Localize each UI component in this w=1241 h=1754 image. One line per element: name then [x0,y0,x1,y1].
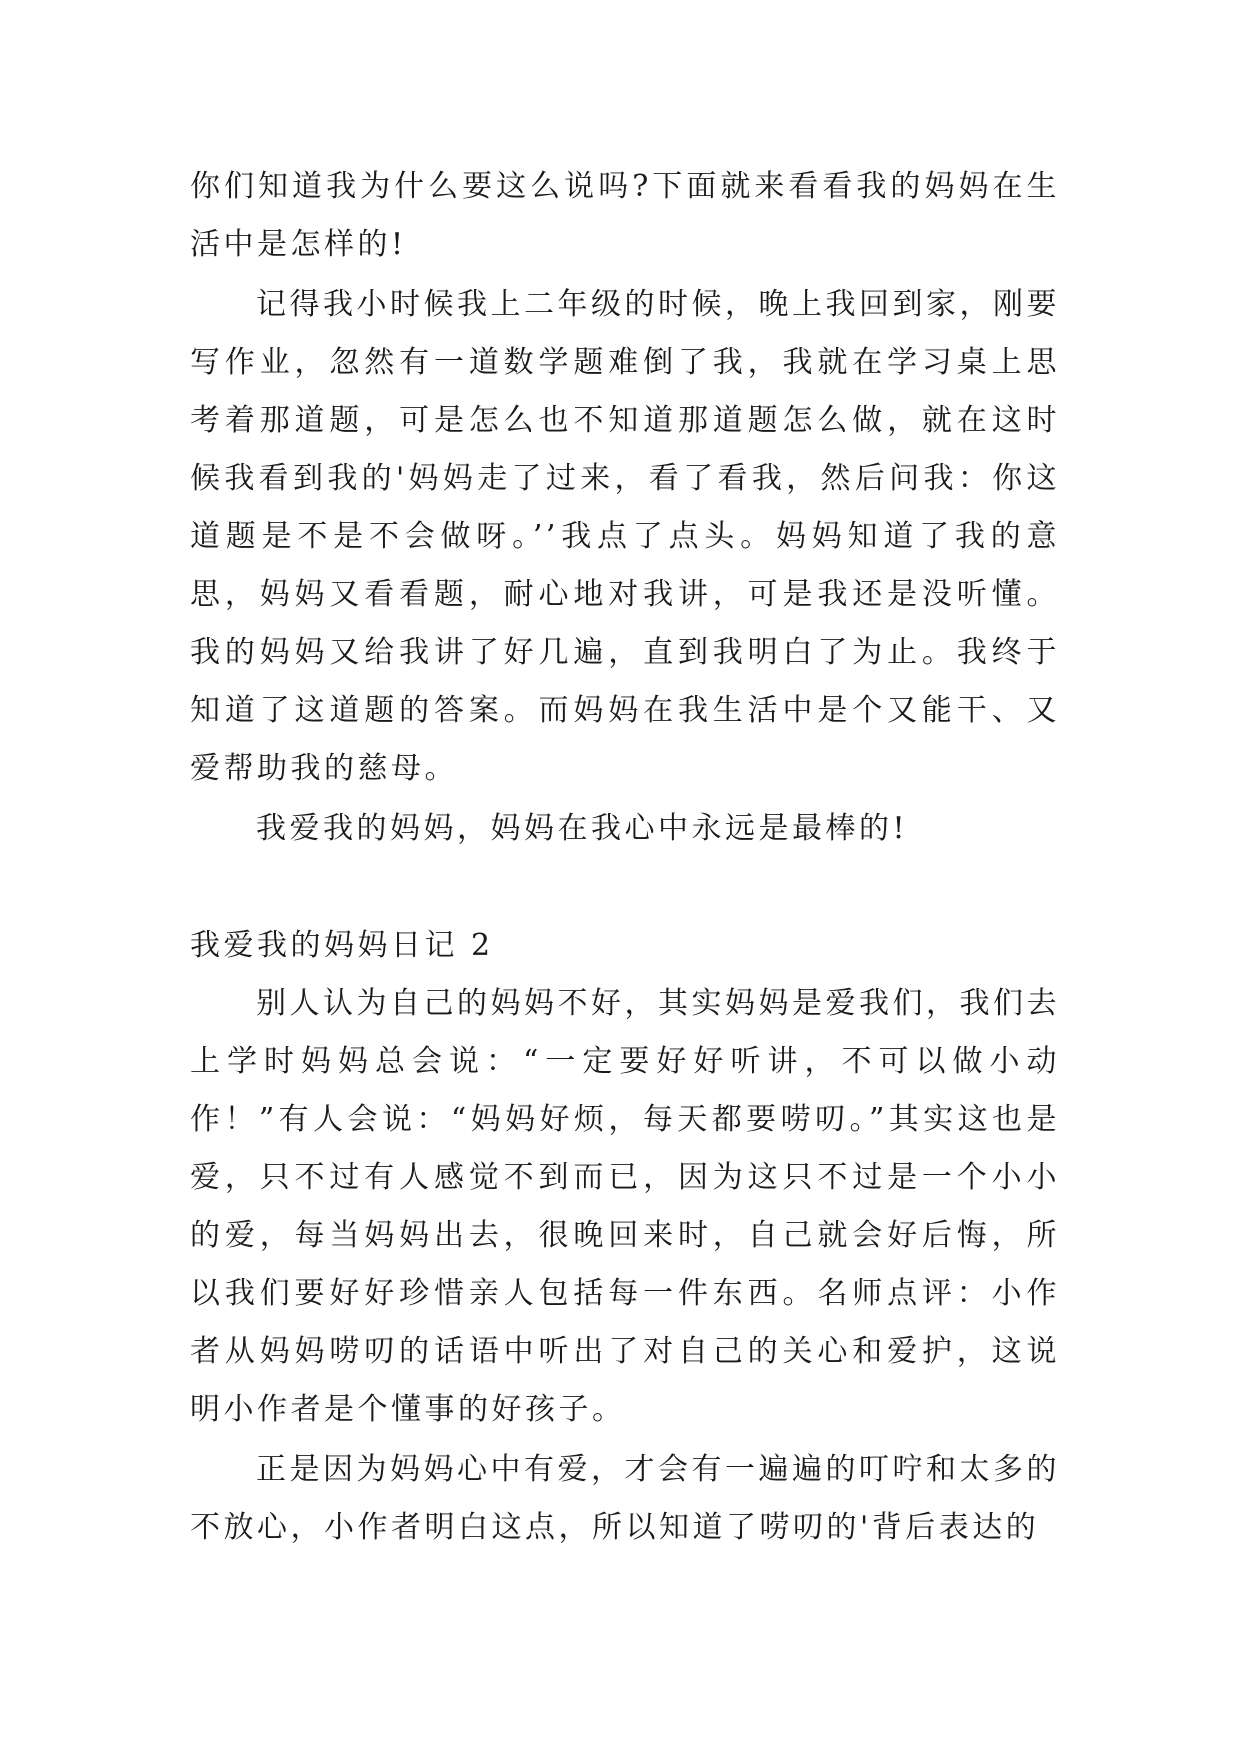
paragraph-memory: 记得我小时候我上二年级的时候，晚上我回到家，刚要写作业，忽然有一道数学题难倒了我，我就在学习桌上思考着那道题，可是怎么也不知道那道题怎么做，就在这时候我看到我的'妈妈走了过来，看了看我，然后问我：你这道题是不是不会做呀。’’我点了点头。妈妈知道了我的意思，妈妈又看看题，耐心地对我讲，可是我还是没听懂。我的妈妈又给我讲了好几遍，直到我明白了为止。我终于知道了这道题的答案。而妈妈在我生活中是个又能干、又爱帮助我的慈母。 [190,287,1060,786]
section-2 [190,917,1060,1557]
section-1 [190,158,1060,858]
paragraph-love: 正是因为妈妈心中有爱，才会有一遍遍的叮咛和太多的不放心，小作者明白这点，所以知道了唠叨的'背后表达的 [190,1452,1060,1545]
paragraph-conclusion: 我爱我的妈妈，妈妈在我心中永远是最棒的! [256,811,909,846]
paragraph-intro: 你们知道我为什么要这么说吗?下面就来看看我的妈妈在生活中是怎样的! [190,169,1060,262]
diary-heading: 我爱我的妈妈日记 2 [190,928,494,963]
paragraph-nagging: 别人认为自己的妈妈不好，其实妈妈是爱我们，我们去上学时妈妈总会说：“一定要好好听讲，不可以做小动作！”有人会说：“妈妈好烦，每天都要唠叨。”其实这也是爱，只不过有人感觉不到而已，因为这只不过是一个小小的爱，每当妈妈出去，很晚回来时，自己就会好后悔，所以我们要好好珍惜亲人包括每一件东西。名师点评：小作者从妈妈唠叨的话语中听出了对自己的关心和爱护，这说明小作者是个懂事的好孩子。 [190,986,1060,1427]
